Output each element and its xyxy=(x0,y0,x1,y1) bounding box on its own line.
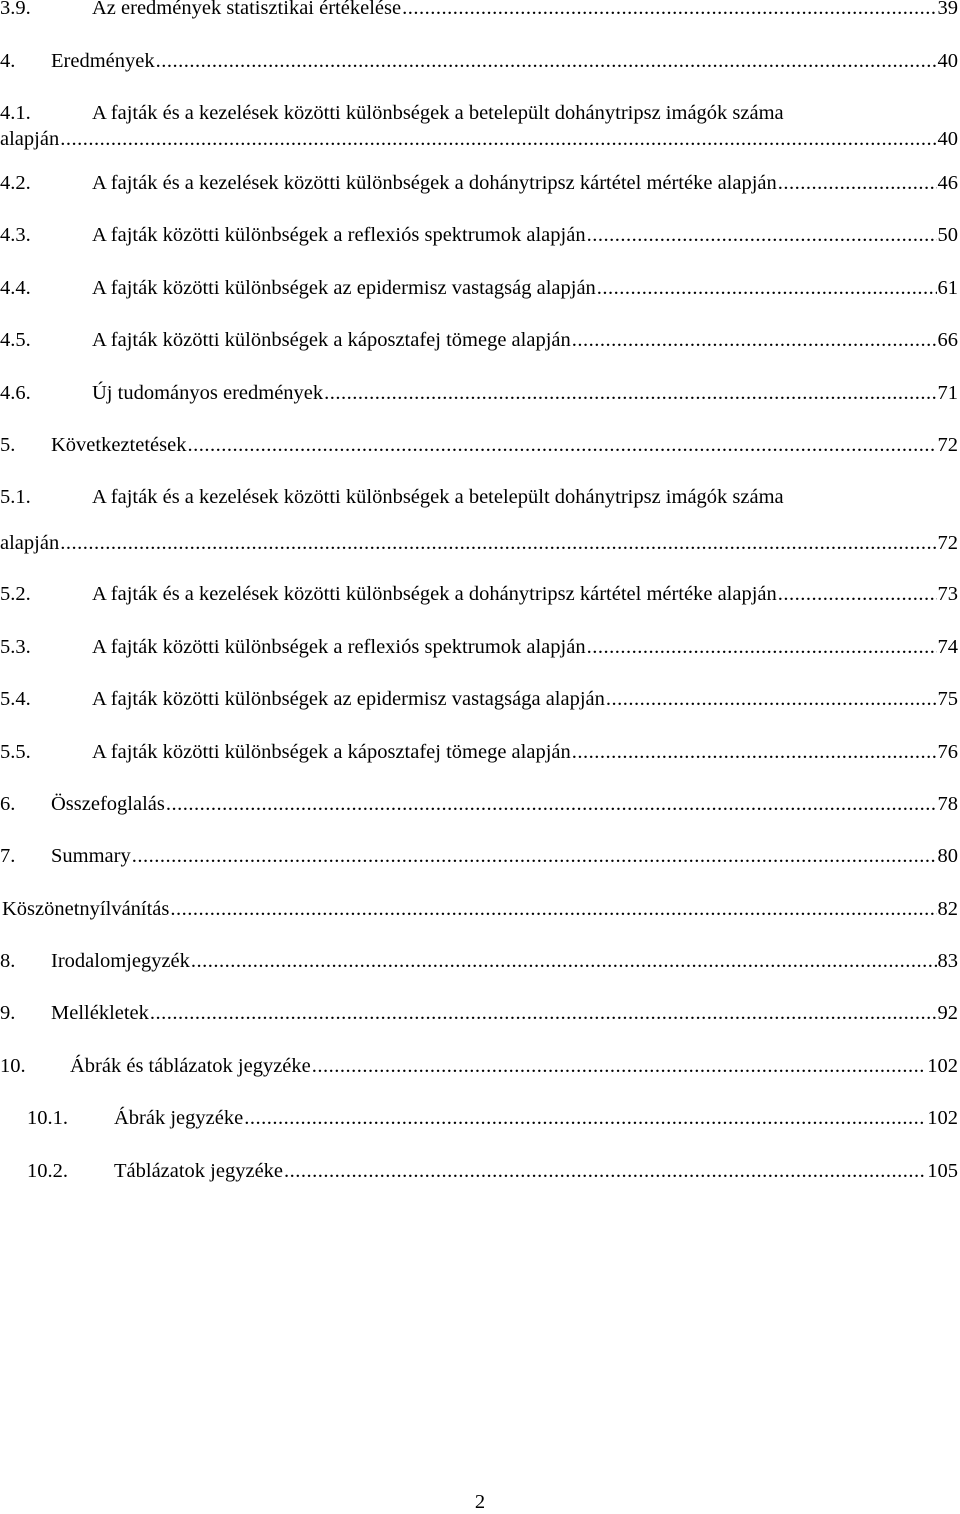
toc-entry-4-5[interactable] xyxy=(0,327,958,353)
toc-page: 75 xyxy=(937,688,958,710)
toc-title: A fajták közötti különbségek az epidermisz vastagsága alapján xyxy=(92,688,605,710)
toc-leader-dots xyxy=(60,126,936,152)
toc-leader-dots xyxy=(187,432,936,458)
toc-leader-dots xyxy=(312,1053,926,1079)
toc-number: 7. xyxy=(0,845,16,867)
toc-entry-4-4[interactable] xyxy=(0,275,958,301)
toc-number: 5.3. xyxy=(0,636,31,658)
toc-number: 4. xyxy=(0,50,16,72)
toc-entry-5-1[interactable] xyxy=(0,484,958,510)
toc-leader-dots xyxy=(150,1000,937,1026)
toc-number: 9. xyxy=(0,1002,16,1024)
toc-leader-dots xyxy=(191,948,937,974)
toc-title-continued: alapján xyxy=(0,128,60,150)
toc-entry-3-9[interactable] xyxy=(0,0,958,21)
toc-page: 76 xyxy=(937,741,958,763)
toc-leader-dots xyxy=(166,791,937,817)
toc-page: 66 xyxy=(937,329,958,351)
toc-leader-dots xyxy=(60,530,936,556)
toc-entry-10[interactable] xyxy=(0,1053,958,1079)
toc-entry-4[interactable] xyxy=(0,48,958,74)
toc-number: 3.9. xyxy=(0,0,31,19)
toc-title: Summary xyxy=(51,845,131,867)
toc-title: Mellékletek xyxy=(51,1002,149,1024)
toc-number: 4.2. xyxy=(0,172,31,194)
toc-page: 71 xyxy=(937,382,958,404)
toc-title: Az eredmények statisztikai értékelése xyxy=(92,0,402,19)
toc-leader-dots xyxy=(778,581,937,607)
toc-title: Eredmények xyxy=(51,50,155,72)
toc-leader-dots xyxy=(324,380,936,406)
toc-number: 5.5. xyxy=(0,741,31,763)
toc-page: 73 xyxy=(937,583,958,605)
toc-leader-dots xyxy=(244,1105,926,1131)
toc-entry-4-3[interactable] xyxy=(0,222,958,248)
toc-entry-5-1-cont[interactable] xyxy=(0,530,958,556)
toc-number: 5.2. xyxy=(0,583,31,605)
toc-number: 4.6. xyxy=(0,382,31,404)
toc-title: Irodalomjegyzék xyxy=(51,950,190,972)
toc-page: 72 xyxy=(937,434,958,456)
toc-page: 39 xyxy=(937,0,958,19)
toc-title: Következtetések xyxy=(51,434,187,456)
toc-number: 8. xyxy=(0,950,16,972)
toc-leader-dots xyxy=(132,843,937,869)
page-number: 2 xyxy=(474,1491,486,1513)
toc-leader-dots xyxy=(572,327,937,353)
toc-entry-9[interactable] xyxy=(0,1000,958,1026)
toc-number: 10.2. xyxy=(27,1160,68,1182)
toc-entry-6[interactable] xyxy=(0,791,958,817)
toc-title-continued: alapján xyxy=(0,532,60,554)
toc-page: 40 xyxy=(937,50,958,72)
toc-page: 105 xyxy=(927,1160,958,1182)
toc-number: 6. xyxy=(0,793,16,815)
toc-number: 4.1. xyxy=(0,102,31,124)
toc-entry-5-4[interactable] xyxy=(0,686,958,712)
toc-page: 46 xyxy=(937,172,958,194)
toc-page: 61 xyxy=(937,277,958,299)
toc-page: 83 xyxy=(937,950,958,972)
toc-leader-dots xyxy=(597,275,937,301)
toc-entry-5-3[interactable] xyxy=(0,634,958,660)
toc-title: A fajták és a kezelések közötti különbségek a dohánytripsz kártétel mértéke alapján xyxy=(92,583,777,605)
toc-number: 10. xyxy=(0,1055,26,1077)
toc-page: 82 xyxy=(937,898,958,920)
toc-title: A fajták és a kezelések közötti különbségek a betelepült dohánytripsz imágók száma xyxy=(92,486,784,508)
toc-page: 80 xyxy=(937,845,958,867)
toc-title: Új tudományos eredmények xyxy=(92,382,324,404)
toc-entry-7[interactable] xyxy=(0,843,958,869)
toc-number: 5.4. xyxy=(0,688,31,710)
toc-leader-dots xyxy=(606,686,937,712)
toc-title: A fajták közötti különbségek az epidermisz vastagság alapján xyxy=(92,277,596,299)
toc-title: A fajták közötti különbségek a reflexiós spektrumok alapján xyxy=(92,224,586,246)
toc-page: 40 xyxy=(937,128,958,150)
toc-page: 74 xyxy=(937,636,958,658)
toc-title: A fajták és a kezelések közötti különbségek a dohánytripsz kártétel mértéke alapján xyxy=(92,172,777,194)
toc-entry-4-1-cont[interactable] xyxy=(0,126,958,152)
toc-title: Összefoglalás xyxy=(51,793,165,815)
toc-entry-8[interactable] xyxy=(0,948,958,974)
toc-page: 102 xyxy=(927,1107,958,1129)
toc-number: 5.1. xyxy=(0,486,31,508)
toc-number: 4.4. xyxy=(0,277,31,299)
toc-leader-dots xyxy=(587,634,937,660)
toc-title: Köszönetnyílvánítás xyxy=(2,898,170,920)
toc-number: 5. xyxy=(0,434,16,456)
toc-entry-10-2[interactable] xyxy=(27,1158,958,1184)
toc-entry-5-5[interactable] xyxy=(0,739,958,765)
toc-entry-acknowledgements[interactable] xyxy=(2,896,958,922)
toc-page: 72 xyxy=(937,532,958,554)
toc-entry-10-1[interactable] xyxy=(27,1105,958,1131)
toc-leader-dots xyxy=(778,170,937,196)
toc-entry-4-1[interactable] xyxy=(0,100,958,126)
toc-number: 4.5. xyxy=(0,329,31,351)
toc-title: Táblázatok jegyzéke xyxy=(114,1160,284,1182)
toc-page: 50 xyxy=(937,224,958,246)
toc-entry-5[interactable] xyxy=(0,432,958,458)
toc-leader-dots xyxy=(587,222,937,248)
toc-title: A fajták és a kezelések közötti különbségek a betelepült dohánytripsz imágók száma xyxy=(92,102,784,124)
toc-title: Ábrák jegyzéke xyxy=(114,1107,244,1129)
toc-page: 92 xyxy=(937,1002,958,1024)
toc-entry-5-2[interactable] xyxy=(0,581,958,607)
toc-entry-4-6[interactable] xyxy=(0,380,958,406)
toc-title: A fajták közötti különbségek a reflexiós spektrumok alapján xyxy=(92,636,586,658)
toc-title: Ábrák és táblázatok jegyzéke xyxy=(70,1055,311,1077)
toc-title: A fajták közötti különbségek a káposztafej tömege alapján xyxy=(92,741,571,763)
toc-leader-dots xyxy=(284,1158,926,1184)
toc-page: 78 xyxy=(937,793,958,815)
toc-page: 102 xyxy=(927,1055,958,1077)
toc-leader-dots xyxy=(402,0,936,21)
toc-leader-dots xyxy=(156,48,937,74)
toc-leader-dots xyxy=(572,739,937,765)
toc-leader-dots xyxy=(170,896,936,922)
toc-title: A fajták közötti különbségek a káposztafej tömege alapján xyxy=(92,329,571,351)
toc-entry-4-2[interactable] xyxy=(0,170,958,196)
toc-number: 4.3. xyxy=(0,224,31,246)
toc-number: 10.1. xyxy=(27,1107,68,1129)
